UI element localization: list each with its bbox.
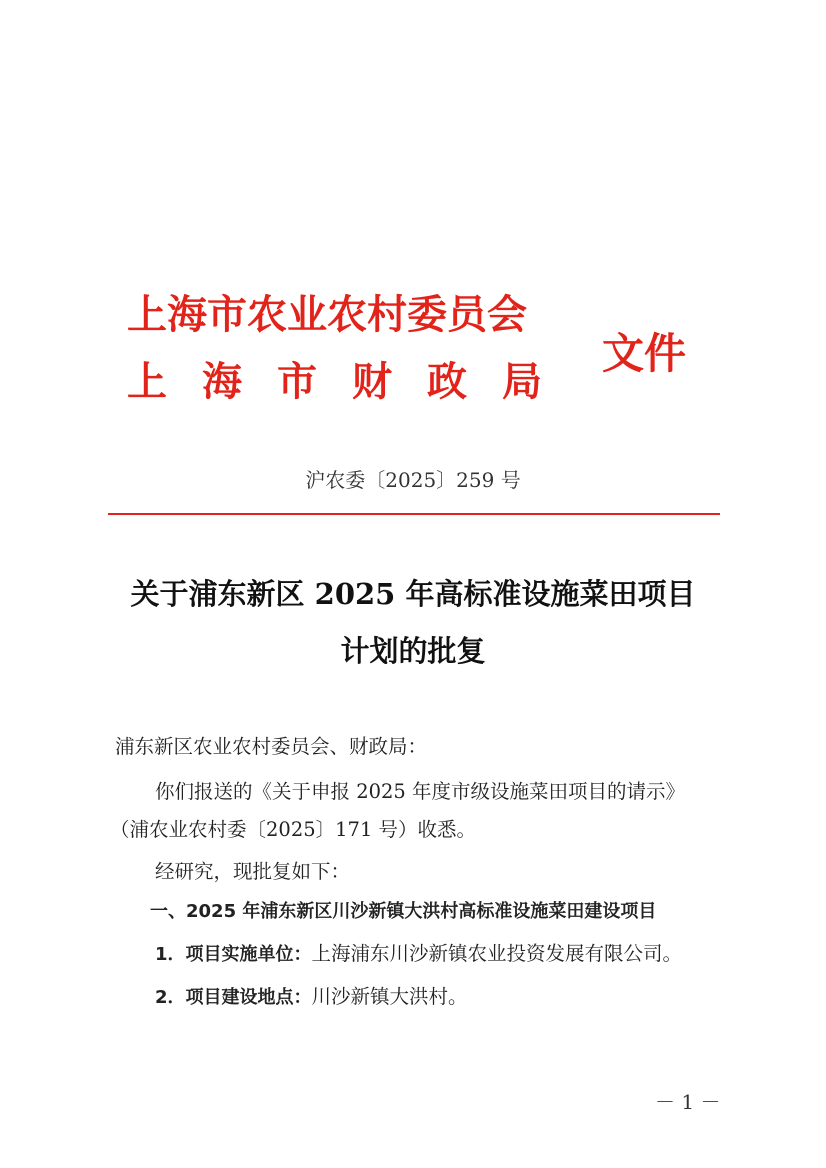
issuer-line-2: 上海市财政局 [127, 358, 577, 405]
document-number: 沪农委〔2025〕259 号 [305, 468, 521, 492]
item-2-value: 川沙新镇大洪村。 [311, 985, 468, 1008]
item-1-label: 1．项目实施单位： [155, 944, 312, 965]
item-2-label: 2．项目建设地点： [155, 987, 312, 1008]
document-title-line-2: 计划的批复 [340, 634, 486, 668]
document-type: 文件 [602, 329, 687, 378]
paragraph-2: 经研究，现批复如下： [155, 860, 351, 883]
red-divider [108, 513, 720, 515]
paragraph-1-line-1: 你们报送的《关于申报 2025 年度市级设施菜田项目的请示》 [155, 780, 686, 803]
item-1-value: 上海浦东川沙新镇农业投资发展有限公司。 [311, 942, 683, 965]
issuer-line-1: 上海市农业农村委员会 [127, 291, 527, 338]
document-title-line-1: 关于浦东新区 2025 年高标准设施菜田项目 [130, 577, 696, 611]
page-number: － 1 － [655, 1090, 721, 1114]
item-1 [155, 944, 682, 964]
paragraph-1-line-2: （浦农业农村委〔2025〕171 号）收悉。 [110, 818, 477, 841]
item-2 [155, 987, 468, 1007]
addressee: 浦东新区农业农村委员会、财政局： [115, 735, 428, 758]
section-1-heading: 一、2025 年浦东新区川沙新镇大洪村高标准设施菜田建设项目 [150, 901, 657, 922]
